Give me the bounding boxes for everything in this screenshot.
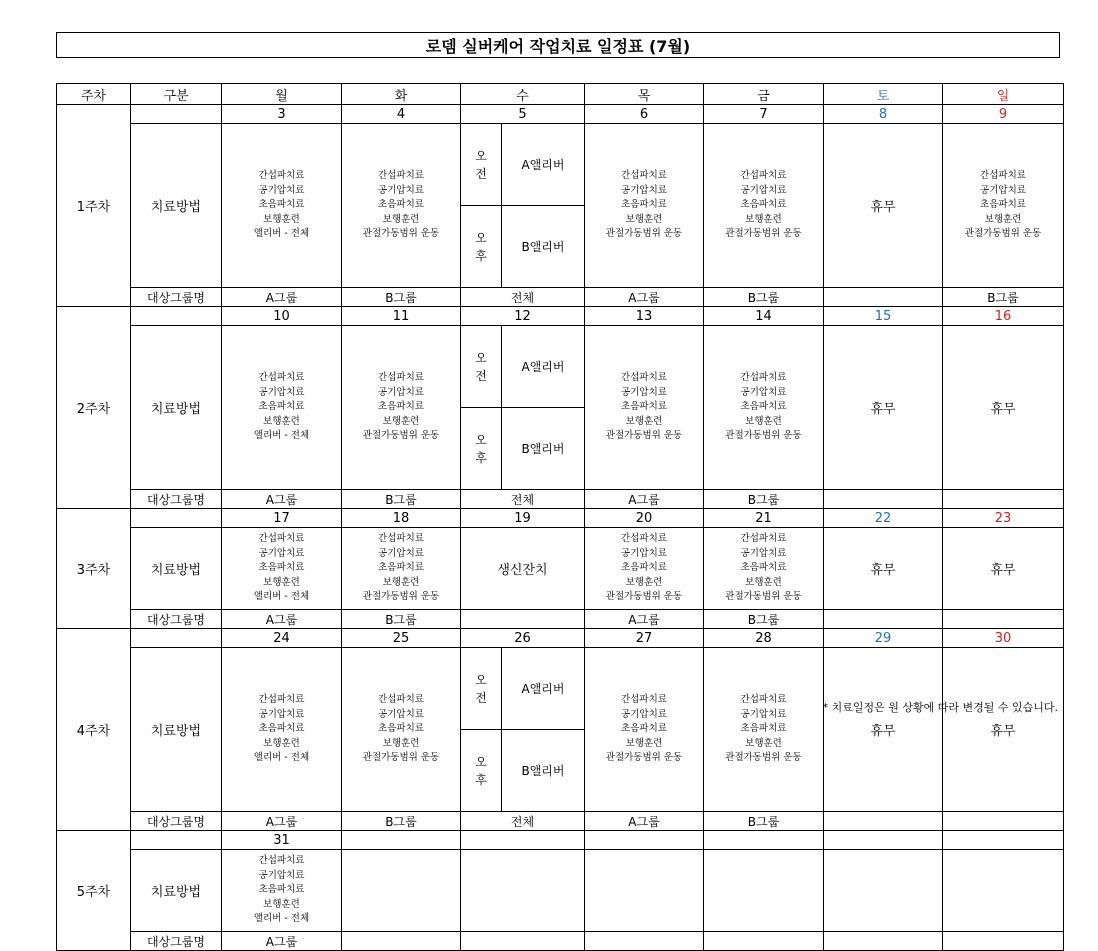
date-cell: 15 bbox=[824, 307, 943, 326]
method-item: 초음파치료 bbox=[378, 199, 424, 211]
header-tue: 화 bbox=[342, 84, 461, 105]
group-cell: B그룹 bbox=[943, 288, 1064, 307]
method-item: 공기압치료 bbox=[740, 386, 787, 398]
date-cell: 30 bbox=[943, 629, 1064, 648]
method-item: 앨리버 - 전체 bbox=[253, 913, 310, 925]
pm-label bbox=[461, 206, 502, 288]
date-row bbox=[57, 629, 1064, 648]
method-cell bbox=[222, 528, 342, 610]
date-cell: 18 bbox=[342, 509, 461, 528]
method-category: 치료방법 bbox=[131, 326, 222, 490]
am-label bbox=[461, 648, 502, 730]
page-title-text: 로뎀 실버케어 작업치료 일정표 (7월) bbox=[425, 36, 691, 56]
empty-cell bbox=[824, 850, 943, 932]
method-item: 공기압치료 bbox=[258, 869, 305, 881]
method-item: 보행훈련 bbox=[382, 576, 420, 588]
footnote: * 치료일정은 원 상황에 따라 변경될 수 있습니다. bbox=[822, 701, 1058, 714]
method-item: 초음파치료 bbox=[258, 562, 305, 574]
group-cell: B그룹 bbox=[704, 812, 824, 831]
method-cell bbox=[585, 648, 704, 812]
method-item: 간섭파치료 bbox=[740, 694, 787, 706]
header-sun: 일 bbox=[943, 84, 1064, 105]
date-cell bbox=[342, 831, 461, 850]
method-item: 앨리버 - 전체 bbox=[253, 752, 310, 764]
method-list bbox=[585, 169, 703, 242]
method-list bbox=[704, 693, 823, 766]
method-item: 보행훈련 bbox=[382, 737, 420, 749]
method-row bbox=[57, 528, 1064, 610]
method-item: 간섭파치료 bbox=[740, 533, 787, 545]
header-thu: 목 bbox=[585, 84, 704, 105]
group-cell bbox=[824, 490, 943, 509]
method-item: 보행훈련 bbox=[263, 737, 300, 749]
group-cell bbox=[461, 610, 585, 629]
date-cell: 20 bbox=[585, 509, 704, 528]
empty-cell bbox=[461, 850, 585, 932]
method-item: 공기압치료 bbox=[621, 386, 667, 398]
date-cell: 29 bbox=[824, 629, 943, 648]
group-row bbox=[57, 288, 1064, 307]
method-item: 공기압치료 bbox=[378, 386, 424, 398]
date-cell: 5 bbox=[461, 105, 585, 124]
group-cell: 전체 bbox=[461, 812, 585, 831]
method-category: 치료방법 bbox=[131, 124, 222, 288]
week-label: 5주차 bbox=[57, 831, 131, 951]
pm-session: B앨리버 bbox=[521, 442, 565, 456]
pm-char: 오 bbox=[475, 432, 487, 447]
group-cell: A그룹 bbox=[222, 932, 342, 951]
week-label: 2주차 bbox=[57, 307, 131, 509]
method-item: 보행훈련 bbox=[745, 415, 782, 427]
method-cell bbox=[704, 648, 824, 812]
method-list bbox=[585, 532, 703, 605]
date-cell: 23 bbox=[943, 509, 1064, 528]
method-item: 초음파치료 bbox=[621, 199, 667, 211]
method-item: 초음파치료 bbox=[378, 562, 424, 574]
method-list bbox=[704, 371, 823, 444]
method-item: 간섭파치료 bbox=[621, 533, 667, 545]
date-cell: 28 bbox=[704, 629, 824, 648]
wed-split-cell bbox=[461, 326, 585, 490]
date-category-blank bbox=[131, 831, 222, 850]
group-cell: A그룹 bbox=[585, 490, 704, 509]
method-item: 간섭파치료 bbox=[621, 372, 667, 384]
group-cell: B그룹 bbox=[342, 610, 461, 629]
date-cell: 7 bbox=[704, 105, 824, 124]
empty-cell bbox=[342, 850, 461, 932]
group-cell bbox=[943, 812, 1064, 831]
method-item: 공기압치료 bbox=[258, 547, 305, 559]
method-item: 보행훈련 bbox=[625, 576, 663, 588]
date-row bbox=[57, 307, 1064, 326]
method-item: 초음파치료 bbox=[378, 723, 424, 735]
method-item: 보행훈련 bbox=[625, 737, 663, 749]
date-category-blank bbox=[131, 105, 222, 124]
method-item: 보행훈련 bbox=[745, 737, 782, 749]
method-item: 간섭파치료 bbox=[378, 170, 424, 182]
method-cell bbox=[222, 648, 342, 812]
date-cell: 17 bbox=[222, 509, 342, 528]
header-row bbox=[57, 84, 1064, 105]
date-cell: 16 bbox=[943, 307, 1064, 326]
group-cell bbox=[461, 932, 585, 951]
method-item: 앨리버 - 전체 bbox=[253, 430, 310, 442]
method-cell bbox=[585, 124, 704, 288]
date-cell: 11 bbox=[342, 307, 461, 326]
date-cell: 24 bbox=[222, 629, 342, 648]
date-cell: 10 bbox=[222, 307, 342, 326]
am-char: 오 bbox=[475, 672, 487, 687]
group-cell bbox=[824, 610, 943, 629]
method-item: 초음파치료 bbox=[258, 199, 305, 211]
method-cell bbox=[342, 124, 461, 288]
method-item: 공기압치료 bbox=[621, 547, 667, 559]
method-item: 보행훈련 bbox=[625, 213, 663, 225]
method-item: 간섭파치료 bbox=[740, 170, 787, 182]
group-cell bbox=[824, 812, 943, 831]
method-item: 공기압치료 bbox=[740, 547, 787, 559]
wed-event-cell: 생신잔치 bbox=[461, 528, 585, 610]
method-item: 간섭파치료 bbox=[621, 170, 667, 182]
method-item: 관절가동범위 운동 bbox=[362, 752, 440, 764]
method-item: 공기압치료 bbox=[378, 547, 424, 559]
rest-cell: 휴무 bbox=[824, 528, 943, 610]
method-item: 관절가동범위 운동 bbox=[605, 752, 683, 764]
method-item: 공기압치료 bbox=[740, 184, 787, 196]
date-category-blank bbox=[131, 307, 222, 326]
method-item: 간섭파치료 bbox=[378, 694, 424, 706]
group-cell: B그룹 bbox=[704, 490, 824, 509]
group-cell: A그룹 bbox=[222, 490, 342, 509]
method-item: 보행훈련 bbox=[984, 213, 1022, 225]
rest-cell: 휴무 bbox=[824, 124, 943, 288]
date-cell: 3 bbox=[222, 105, 342, 124]
group-cell bbox=[943, 932, 1064, 951]
group-cell: A그룹 bbox=[585, 812, 704, 831]
pm-session: B앨리버 bbox=[521, 764, 565, 778]
date-cell bbox=[943, 831, 1064, 850]
method-item: 보행훈련 bbox=[625, 415, 663, 427]
method-row bbox=[57, 850, 1064, 932]
empty-cell bbox=[704, 850, 824, 932]
group-cell bbox=[824, 288, 943, 307]
method-category: 치료방법 bbox=[131, 528, 222, 610]
method-item: 관절가동범위 운동 bbox=[362, 591, 440, 603]
method-list bbox=[222, 371, 341, 444]
week-label: 1주차 bbox=[57, 105, 131, 307]
am-session: A앨리버 bbox=[502, 648, 585, 730]
method-list bbox=[704, 169, 823, 242]
method-item: 간섭파치료 bbox=[258, 855, 305, 867]
page-title bbox=[56, 32, 1060, 58]
method-item: 보행훈련 bbox=[745, 576, 782, 588]
method-item: 보행훈련 bbox=[745, 213, 782, 225]
date-cell: 6 bbox=[585, 105, 704, 124]
header-fri: 금 bbox=[704, 84, 824, 105]
am-char: 전 bbox=[475, 368, 487, 383]
group-cell: B그룹 bbox=[704, 610, 824, 629]
method-item: 공기압치료 bbox=[980, 184, 1026, 196]
method-item: 공기압치료 bbox=[378, 184, 424, 196]
date-row bbox=[57, 509, 1064, 528]
empty-cell bbox=[585, 850, 704, 932]
method-item: 보행훈련 bbox=[382, 415, 420, 427]
method-cell bbox=[222, 326, 342, 490]
method-item: 관절가동범위 운동 bbox=[362, 430, 440, 442]
method-cell bbox=[704, 528, 824, 610]
method-list bbox=[585, 371, 703, 444]
method-item: 초음파치료 bbox=[740, 199, 787, 211]
date-cell bbox=[824, 831, 943, 850]
method-list bbox=[342, 532, 460, 605]
header-sat: 토 bbox=[824, 84, 943, 105]
week-label: 3주차 bbox=[57, 509, 131, 629]
method-item: 초음파치료 bbox=[740, 723, 787, 735]
method-item: 간섭파치료 bbox=[378, 533, 424, 545]
date-cell: 9 bbox=[943, 105, 1064, 124]
method-item: 관절가동범위 운동 bbox=[725, 591, 802, 603]
date-cell bbox=[704, 831, 824, 850]
method-category: 치료방법 bbox=[131, 648, 222, 812]
date-cell: 31 bbox=[222, 831, 342, 850]
method-item: 초음파치료 bbox=[740, 562, 787, 574]
method-list bbox=[222, 854, 341, 927]
method-cell bbox=[342, 326, 461, 490]
pm-char: 후 bbox=[475, 450, 487, 465]
pm-char: 오 bbox=[475, 754, 487, 769]
method-item: 초음파치료 bbox=[258, 723, 305, 735]
header-week: 주차 bbox=[57, 84, 131, 105]
method-cell bbox=[943, 124, 1064, 288]
method-item: 초음파치료 bbox=[621, 562, 667, 574]
method-item: 관절가동범위 운동 bbox=[605, 591, 683, 603]
method-cell bbox=[222, 850, 342, 932]
method-list bbox=[704, 532, 823, 605]
date-cell: 8 bbox=[824, 105, 943, 124]
method-item: 초음파치료 bbox=[258, 401, 305, 413]
method-item: 공기압치료 bbox=[258, 708, 305, 720]
group-cell bbox=[943, 490, 1064, 509]
wed-split-cell bbox=[461, 124, 585, 288]
rest-cell: 휴무 bbox=[943, 648, 1064, 812]
group-cell bbox=[342, 932, 461, 951]
method-item: 간섭파치료 bbox=[258, 533, 305, 545]
date-cell: 26 bbox=[461, 629, 585, 648]
header-category: 구분 bbox=[131, 84, 222, 105]
group-cell bbox=[943, 610, 1064, 629]
group-cell: A그룹 bbox=[222, 610, 342, 629]
method-list bbox=[342, 371, 460, 444]
group-row bbox=[57, 610, 1064, 629]
method-item: 간섭파치료 bbox=[740, 372, 787, 384]
method-row bbox=[57, 326, 1064, 490]
schedule-body bbox=[57, 105, 1064, 951]
method-item: 보행훈련 bbox=[263, 898, 300, 910]
method-item: 관절가동범위 운동 bbox=[725, 228, 802, 240]
pm-label bbox=[461, 730, 502, 812]
method-category: 치료방법 bbox=[131, 850, 222, 932]
method-list bbox=[585, 693, 703, 766]
group-cell: B그룹 bbox=[342, 490, 461, 509]
method-item: 공기압치료 bbox=[621, 708, 667, 720]
rest-cell: 휴무 bbox=[824, 648, 943, 812]
pm-label bbox=[461, 408, 502, 490]
method-item: 초음파치료 bbox=[621, 723, 667, 735]
method-item: 앨리버 - 전체 bbox=[253, 591, 310, 603]
method-item: 간섭파치료 bbox=[980, 170, 1026, 182]
group-cell: B그룹 bbox=[342, 288, 461, 307]
method-item: 관절가동범위 운동 bbox=[605, 228, 683, 240]
date-cell: 13 bbox=[585, 307, 704, 326]
method-item: 관절가동범위 운동 bbox=[605, 430, 683, 442]
am-char: 오 bbox=[475, 148, 487, 163]
am-char: 전 bbox=[475, 166, 487, 181]
method-list bbox=[222, 532, 341, 605]
wed-split-cell bbox=[461, 648, 585, 812]
week-label: 4주차 bbox=[57, 629, 131, 831]
group-cell: A그룹 bbox=[585, 610, 704, 629]
date-cell: 22 bbox=[824, 509, 943, 528]
am-char: 전 bbox=[475, 690, 487, 705]
date-category-blank bbox=[131, 509, 222, 528]
group-category: 대상그룹명 bbox=[131, 490, 222, 509]
method-item: 보행훈련 bbox=[382, 213, 420, 225]
group-cell bbox=[704, 932, 824, 951]
method-cell bbox=[585, 528, 704, 610]
method-item: 공기압치료 bbox=[740, 708, 787, 720]
ampm-split bbox=[461, 326, 584, 489]
method-item: 초음파치료 bbox=[980, 199, 1026, 211]
method-item: 간섭파치료 bbox=[621, 694, 667, 706]
group-cell bbox=[824, 932, 943, 951]
date-cell: 25 bbox=[342, 629, 461, 648]
date-category-blank bbox=[131, 629, 222, 648]
method-cell bbox=[342, 648, 461, 812]
date-row bbox=[57, 105, 1064, 124]
method-item: 공기압치료 bbox=[621, 184, 667, 196]
method-list bbox=[342, 693, 460, 766]
pm-session: B앨리버 bbox=[521, 240, 565, 254]
group-cell bbox=[585, 932, 704, 951]
pm-char: 후 bbox=[475, 248, 487, 263]
empty-cell bbox=[943, 850, 1064, 932]
method-item: 보행훈련 bbox=[263, 415, 300, 427]
method-cell bbox=[342, 528, 461, 610]
group-cell: A그룹 bbox=[222, 812, 342, 831]
am-char: 오 bbox=[475, 350, 487, 365]
method-item: 관절가동범위 운동 bbox=[362, 228, 440, 240]
method-cell bbox=[704, 326, 824, 490]
group-cell: B그룹 bbox=[704, 288, 824, 307]
method-item: 관절가동범위 운동 bbox=[725, 752, 802, 764]
am-session: A앨리버 bbox=[502, 124, 585, 206]
method-item: 관절가동범위 운동 bbox=[964, 228, 1042, 240]
group-cell: A그룹 bbox=[222, 288, 342, 307]
schedule-table bbox=[56, 83, 1064, 951]
method-list bbox=[222, 169, 341, 242]
ampm-split bbox=[461, 124, 584, 287]
date-row bbox=[57, 831, 1064, 850]
method-row bbox=[57, 648, 1064, 812]
header-mon: 월 bbox=[222, 84, 342, 105]
rest-cell: 휴무 bbox=[943, 528, 1064, 610]
method-list bbox=[342, 169, 460, 242]
method-row bbox=[57, 124, 1064, 288]
am-label bbox=[461, 326, 502, 408]
method-cell bbox=[585, 326, 704, 490]
method-list bbox=[943, 169, 1063, 242]
method-item: 초음파치료 bbox=[378, 401, 424, 413]
pm-char: 후 bbox=[475, 772, 487, 787]
method-item: 초음파치료 bbox=[621, 401, 667, 413]
method-item: 보행훈련 bbox=[263, 576, 300, 588]
group-row bbox=[57, 490, 1064, 509]
method-cell bbox=[222, 124, 342, 288]
pm-char: 오 bbox=[475, 230, 487, 245]
method-item: 관절가동범위 운동 bbox=[725, 430, 802, 442]
group-category: 대상그룹명 bbox=[131, 812, 222, 831]
method-item: 초음파치료 bbox=[740, 401, 787, 413]
date-cell: 4 bbox=[342, 105, 461, 124]
group-category: 대상그룹명 bbox=[131, 288, 222, 307]
am-session: A앨리버 bbox=[502, 326, 585, 408]
group-cell: A그룹 bbox=[585, 288, 704, 307]
date-cell: 27 bbox=[585, 629, 704, 648]
method-item: 간섭파치료 bbox=[378, 372, 424, 384]
date-cell: 14 bbox=[704, 307, 824, 326]
group-category: 대상그룹명 bbox=[131, 610, 222, 629]
method-cell bbox=[704, 124, 824, 288]
date-cell: 21 bbox=[704, 509, 824, 528]
group-row bbox=[57, 932, 1064, 951]
group-row bbox=[57, 812, 1064, 831]
method-item: 공기압치료 bbox=[258, 386, 305, 398]
am-label bbox=[461, 124, 502, 206]
method-list bbox=[222, 693, 341, 766]
rest-cell: 휴무 bbox=[943, 326, 1064, 490]
rest-cell: 휴무 bbox=[824, 326, 943, 490]
method-item: 간섭파치료 bbox=[258, 372, 305, 384]
group-cell: 전체 bbox=[461, 490, 585, 509]
method-item: 공기압치료 bbox=[378, 708, 424, 720]
method-item: 보행훈련 bbox=[263, 213, 300, 225]
group-cell: 전체 bbox=[461, 288, 585, 307]
group-category: 대상그룹명 bbox=[131, 932, 222, 951]
group-cell: B그룹 bbox=[342, 812, 461, 831]
date-cell bbox=[461, 831, 585, 850]
date-cell bbox=[585, 831, 704, 850]
date-cell: 12 bbox=[461, 307, 585, 326]
method-item: 간섭파치료 bbox=[258, 694, 305, 706]
header-wed: 수 bbox=[461, 84, 585, 105]
method-item: 공기압치료 bbox=[258, 184, 305, 196]
method-item: 초음파치료 bbox=[258, 884, 305, 896]
date-cell: 19 bbox=[461, 509, 585, 528]
method-item: 간섭파치료 bbox=[258, 170, 305, 182]
ampm-split bbox=[461, 648, 584, 811]
method-item: 앨리버 - 전체 bbox=[253, 228, 310, 240]
